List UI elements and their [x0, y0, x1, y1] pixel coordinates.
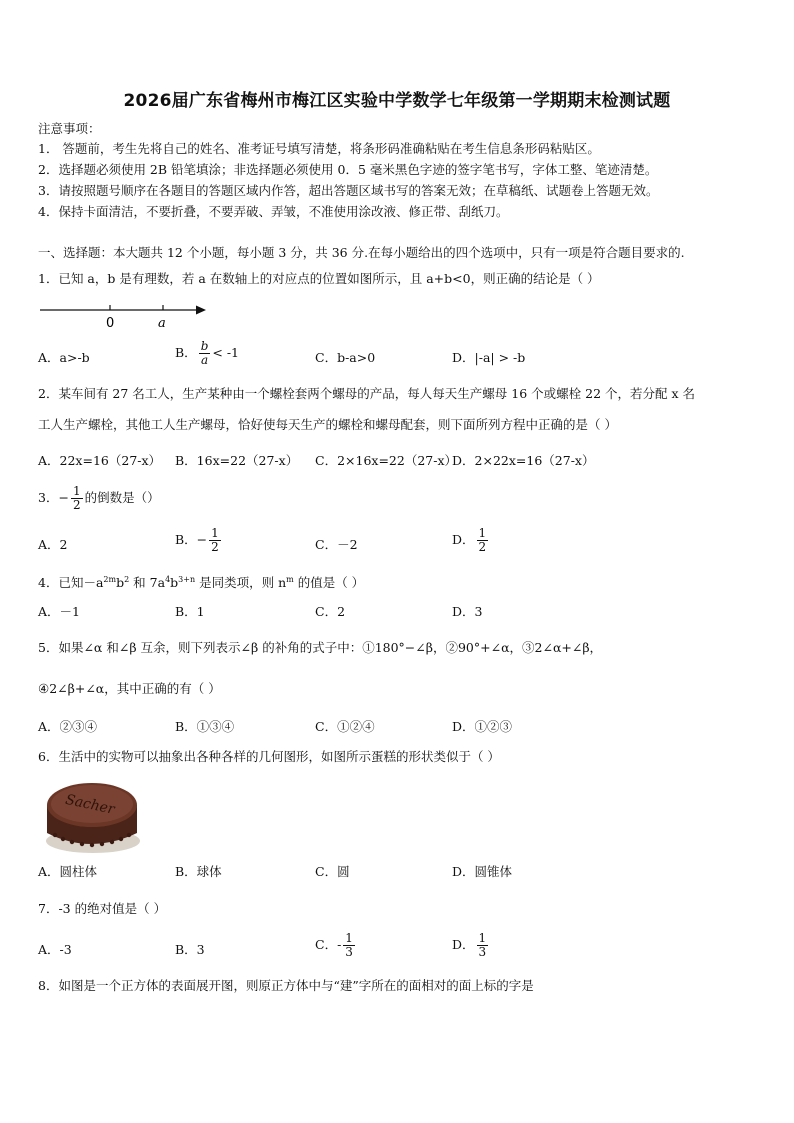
fraction	[209, 527, 221, 554]
option-C: C．－2	[315, 537, 358, 552]
option-A: A．-3	[38, 942, 72, 957]
option-A: A．2	[38, 537, 68, 552]
option-label: D．	[452, 350, 475, 365]
notice-heading: 注意事项：	[38, 121, 101, 136]
option-B: B．16x=22（27-x）	[175, 453, 299, 468]
option-B: B．①③④	[175, 719, 235, 734]
option-C: C．圆	[315, 864, 350, 879]
number-line-figure	[38, 300, 213, 332]
option-B: B．1	[175, 604, 205, 619]
fraction	[71, 485, 83, 512]
cake-image	[41, 775, 141, 857]
denominator: 2	[72, 498, 81, 512]
option-C: C．2×16x=22（27-x）	[315, 453, 458, 468]
question-5-line-2: ④2∠β+∠α，其中正确的有（ ）	[38, 681, 221, 696]
question-7-stem: 7．-3 的绝对值是（ ）	[38, 901, 167, 916]
option-A: A．圆柱体	[38, 864, 98, 879]
fraction	[199, 340, 211, 367]
option-B	[175, 527, 223, 554]
fraction	[343, 932, 355, 959]
option-D	[452, 932, 490, 959]
option-A: A．22x=16（27-x）	[38, 453, 162, 468]
option-B: B．3	[175, 942, 205, 957]
number-line-arrow-icon	[196, 306, 206, 315]
numerator: 1	[478, 526, 487, 540]
option-D: D．圆锥体	[452, 864, 513, 879]
notice-item: 3．请按照题号顺序在各题目的答题区域内作答，超出答题区域书写的答案无效；在草稿纸、试题卷上答题无效。	[38, 183, 659, 198]
expression: |-a| > -b	[474, 350, 526, 365]
page-title: 2026届广东省梅州市梅江区实验中学数学七年级第一学期期末检测试题	[123, 91, 671, 111]
option-D: D．3	[452, 604, 483, 619]
numerator: 1	[345, 931, 353, 945]
option-A: A．a>-b	[38, 350, 90, 365]
option-C: C．2	[315, 604, 346, 619]
notice-item: 4．保持卡面清洁，不要折叠，不要弄破、弄皱，不准使用涂改液、修正带、刮纸刀。	[38, 204, 509, 219]
option-label: B．	[175, 345, 197, 360]
option-D	[452, 527, 490, 554]
option-label: D．	[452, 532, 475, 547]
question-4-stem: 4．已知$-a^{2m}b^2$ 和 $7a^4b^{3+n}$ 是同类项，则 $n^m$ 的值是（ ）	[38, 575, 365, 591]
prefix: 3．−	[38, 490, 69, 505]
option-label: B．−	[175, 532, 208, 547]
denominator: 2	[211, 540, 219, 554]
option-C: C．b-a>0	[315, 350, 376, 365]
option-A: A．－1	[38, 604, 80, 619]
notice-item: 1． 答题前，考生先将自己的姓名、准考证号填写清楚，将条形码准确粘贴在考生信息条形码粘贴区。	[38, 141, 600, 156]
notice-item: 2．选择题必须使用 2B 铅笔填涂；非选择题必须使用 0．5 毫米黑色字迹的签字笔书写，字体工整、笔迹清楚。	[38, 162, 658, 177]
numerator: 1	[478, 931, 487, 945]
question-1-stem: 1．已知 a，b 是有理数，若 a 在数轴上的对应点的位置如图所示，且 a+b<0，则正确的结论是（ ）	[38, 271, 600, 286]
question-2-line-2: 工人生产螺栓，其他工人生产螺母，恰好使每天生产的螺栓和螺母配套，则下面所列方程中正确的是（ ）	[38, 417, 617, 432]
option-C	[315, 932, 357, 959]
tick-label-zero: 0	[106, 316, 115, 331]
option-D	[452, 350, 525, 366]
option-D: D．①②③	[452, 719, 513, 734]
option-D: D．2×22x=16（27-x）	[452, 453, 595, 468]
cake-lettering: Sacher	[63, 791, 116, 818]
denominator: 3	[345, 945, 353, 959]
option-B: B．球体	[175, 864, 222, 879]
fraction	[477, 527, 489, 554]
numerator: 1	[211, 526, 219, 540]
option-A: A．②③④	[38, 719, 98, 734]
question-5-line-1: 5．如果∠α 和∠β 互余，则下列表示∠β 的补角的式子中：①180°−∠β，②90°+∠α，③2∠α+∠β，	[38, 640, 603, 655]
section-heading: 一、选择题：本大题共 12 个小题，每小题 3 分，共 36 分.在每小题给出的四个选项中，只有一项是符合题目要求的.	[38, 245, 685, 260]
question-2-line-1: 2．某车间有 27 名工人，生产某种由一个螺栓套两个螺母的产品，每人每天生产螺母 16 个或螺栓 22 个，若分配 x 名	[38, 386, 696, 401]
numerator: 1	[72, 484, 81, 498]
suffix: 的倒数是（）	[84, 490, 160, 505]
option-C: C．①②④	[315, 719, 375, 734]
fraction	[477, 932, 489, 959]
option-label: D．	[452, 937, 475, 952]
question-8-stem: 8．如图是一个正方体的表面展开图，则原正方体中与“建”字所在的面相对的面上标的字是	[38, 978, 534, 993]
question-3-stem	[38, 485, 160, 512]
denominator: 3	[478, 945, 487, 959]
numerator: b	[200, 339, 209, 353]
denominator: a	[200, 353, 209, 367]
tick-label-a: a	[158, 316, 166, 331]
denominator: 2	[478, 540, 487, 554]
option-label: C．-	[315, 937, 342, 952]
option-B	[175, 340, 239, 367]
question-6-stem: 6．生活中的实物可以抽象出各种各样的几何图形，如图所示蛋糕的形状类似于（ ）	[38, 749, 500, 764]
inequality: < -1	[212, 345, 239, 360]
